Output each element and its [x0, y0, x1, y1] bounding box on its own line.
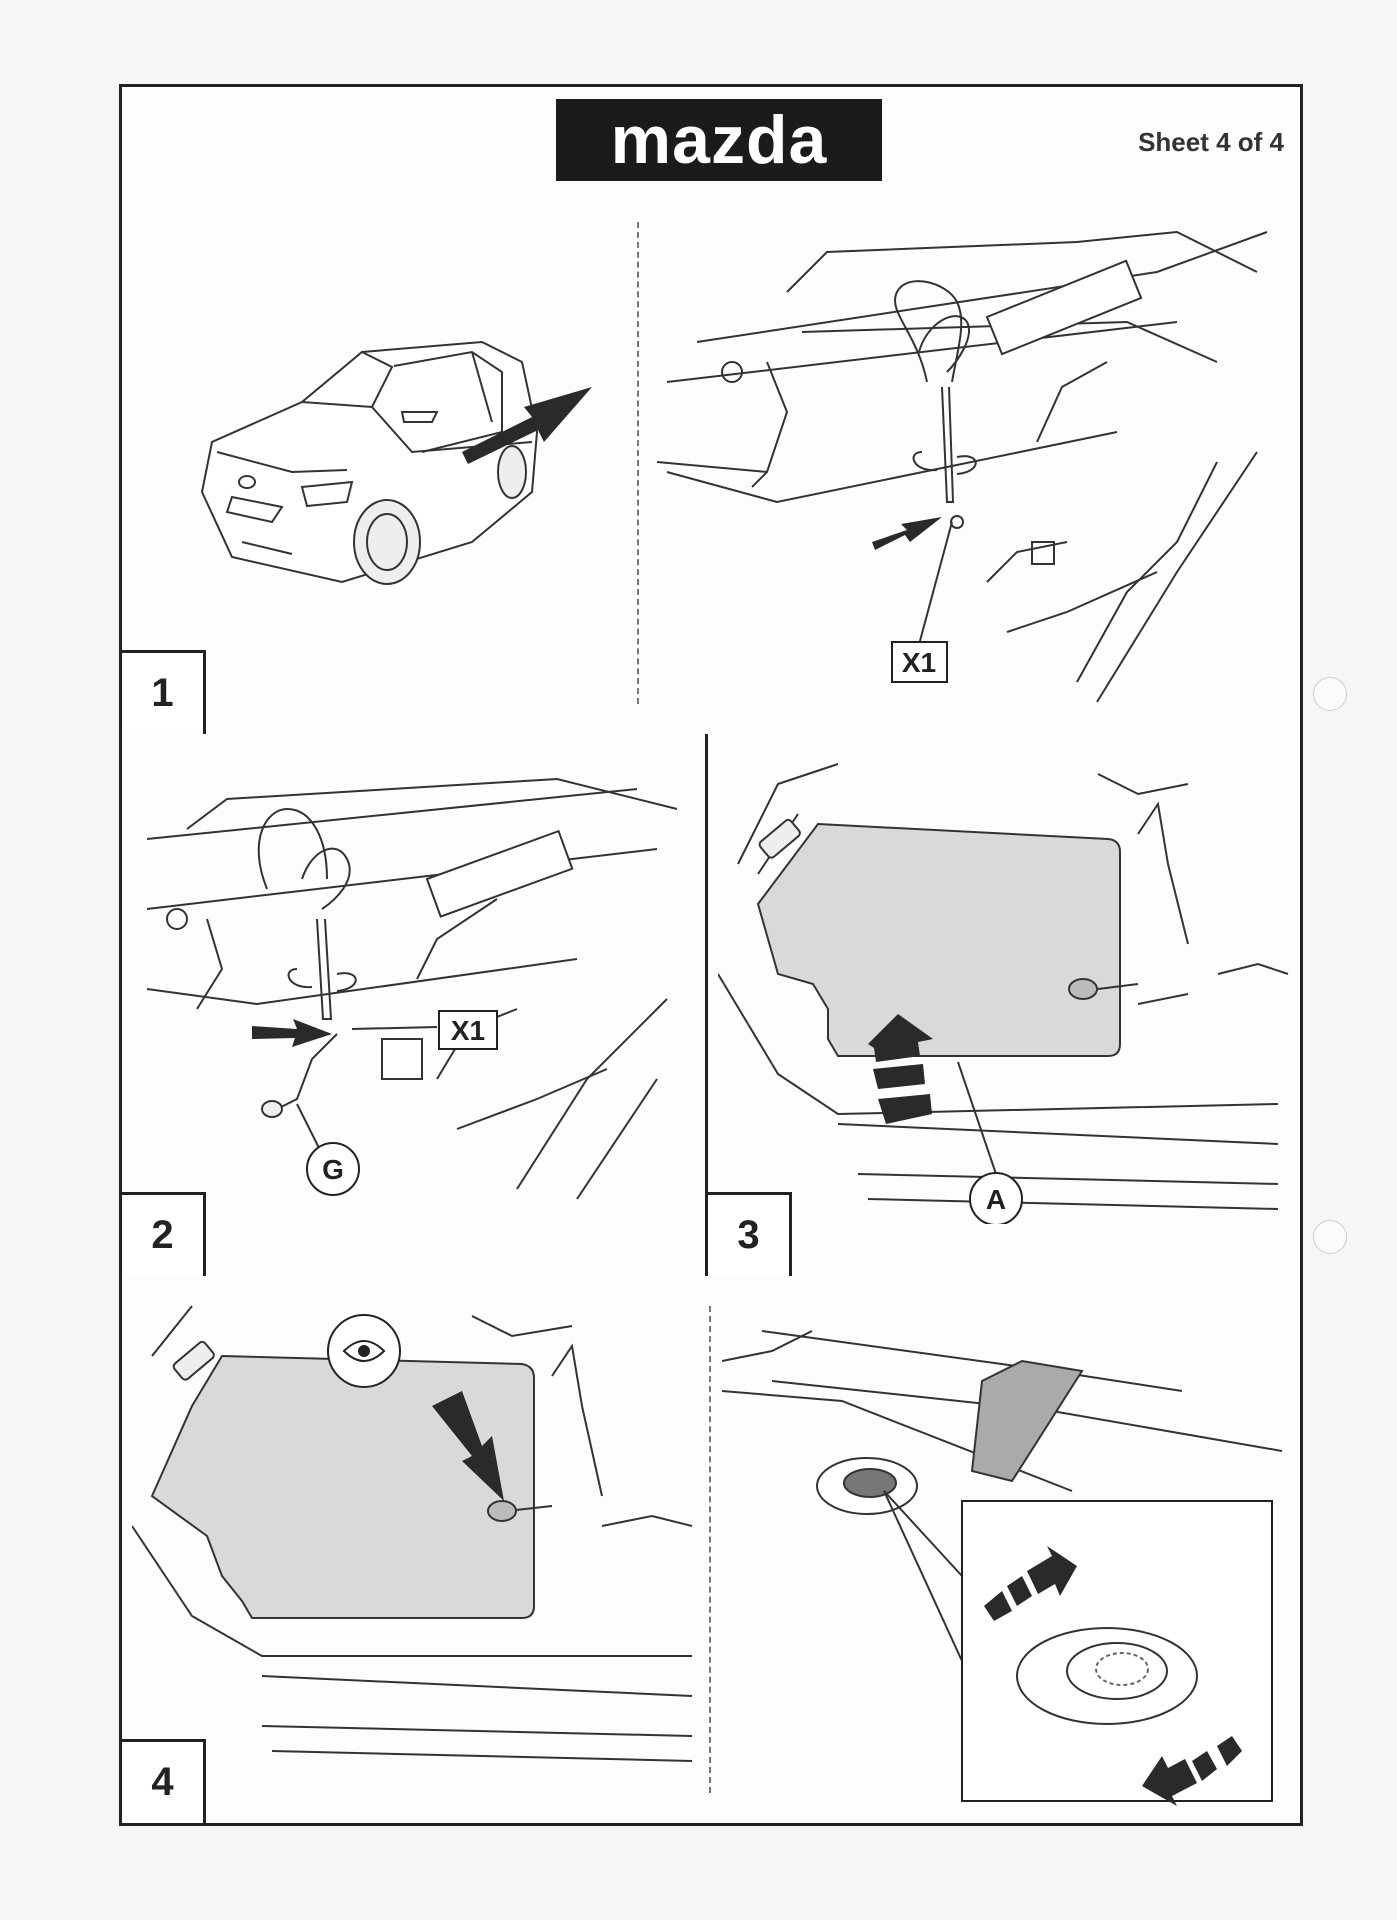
binder-hole	[1313, 677, 1347, 711]
step-number: 2	[122, 1192, 206, 1276]
floor-mat	[758, 824, 1120, 1056]
step-1-panel	[122, 192, 1300, 737]
panel-divider	[637, 222, 639, 704]
seat-rail-illustration	[657, 212, 1297, 712]
pointer-arrow	[252, 1019, 332, 1047]
brand-wordmark: mazda	[610, 102, 828, 178]
mat-fastener	[488, 1501, 516, 1521]
step-number: 4	[122, 1739, 206, 1823]
panel-divider	[709, 1306, 711, 1793]
callout-label-g: G	[322, 1154, 344, 1185]
fastener-detail-illustration	[722, 1291, 1292, 1811]
sheet-header	[122, 87, 1300, 195]
car-illustration	[172, 292, 632, 612]
binder-hole	[1313, 1220, 1347, 1254]
mat-fastening-illustration	[132, 1296, 702, 1796]
sheet-number: Sheet 4 of 4	[1138, 127, 1284, 157]
step-2-panel	[122, 734, 708, 1279]
callout-label-x1: X1	[450, 1015, 486, 1046]
instruction-sheet	[119, 84, 1303, 1826]
step-number: 3	[708, 1192, 792, 1276]
bracket-removal-illustration	[137, 749, 697, 1209]
mat-fastener	[1069, 979, 1097, 999]
callout-label-a: A	[985, 1184, 1007, 1215]
step-4-panel	[122, 1276, 1300, 1823]
step-number: 1	[122, 650, 206, 734]
brand-logo	[556, 99, 882, 181]
floor-mat	[152, 1356, 534, 1618]
mat-placement-illustration	[718, 744, 1298, 1224]
pointer-arrow	[872, 517, 942, 550]
callout-label-x1: X1	[901, 647, 937, 678]
step-3-panel	[705, 734, 1300, 1279]
